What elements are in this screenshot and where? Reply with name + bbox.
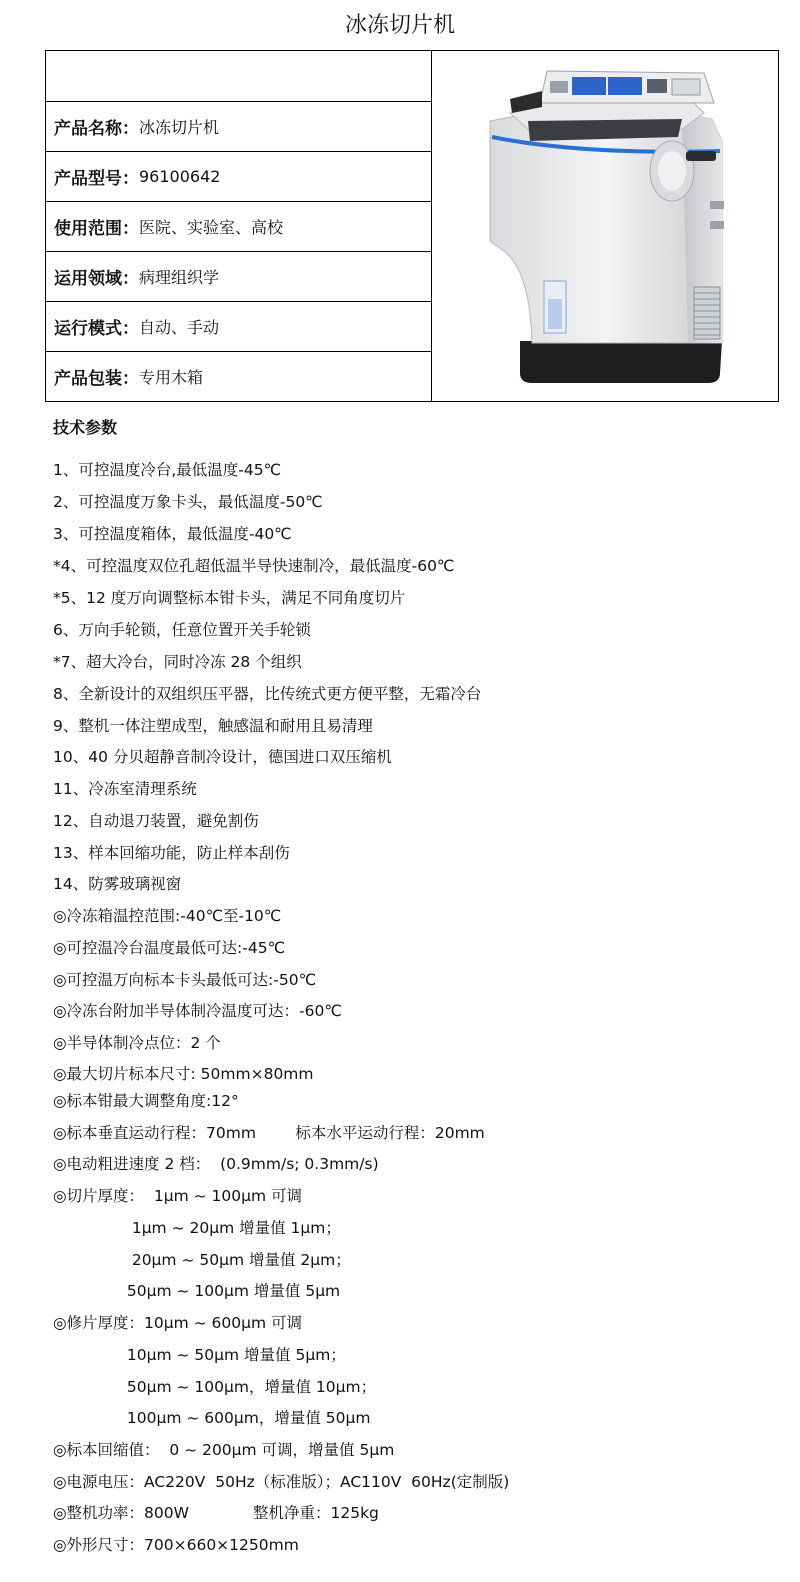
table-row bbox=[46, 251, 431, 301]
row-key: 使用范围： bbox=[54, 219, 139, 239]
spec-line: ◎可控温冷台温度最低可达:-45℃ bbox=[53, 939, 285, 957]
spec-line: ◎冷冻台附加半导体制冷温度可达：-60℃ bbox=[53, 1002, 342, 1020]
row-value: 自动、手动 bbox=[139, 318, 220, 337]
table-row bbox=[46, 201, 431, 251]
spec-line: ◎冷冻箱温控范围:-40℃至-10℃ bbox=[53, 907, 282, 925]
product-info-table bbox=[45, 50, 779, 402]
spec-line: ◎半导体制冷点位：2 个 bbox=[53, 1034, 221, 1052]
row-value: 病理组织学 bbox=[139, 268, 220, 287]
spec-line: 13、样本回缩功能，防止样本刮伤 bbox=[53, 844, 290, 862]
cryostat-illustration bbox=[432, 51, 778, 401]
table-row bbox=[46, 51, 431, 101]
spec-line: ◎标本垂直运动行程：70mm 标本水平运动行程：20mm bbox=[53, 1124, 485, 1142]
spec-line: 12、自动退刀装置，避免割伤 bbox=[53, 812, 259, 830]
spec-line: 6、万向手轮锁，任意位置开关手轮锁 bbox=[53, 621, 311, 639]
spec-line: *4、可控温度双位孔超低温半导快速制冷，最低温度-60℃ bbox=[53, 557, 455, 575]
spec-line: 3、可控温度箱体，最低温度-40℃ bbox=[53, 525, 292, 543]
spec-line: 8、全新设计的双组织压平器，比传统式更方便平整，无霜冷台 bbox=[53, 685, 482, 703]
row-key: 产品名称： bbox=[54, 119, 139, 139]
spec-line: 1μm ~ 20μm 增量值 1μm； bbox=[53, 1219, 341, 1237]
spec-line: ◎外形尺寸：700×660×1250mm bbox=[53, 1536, 299, 1554]
table-row bbox=[46, 151, 431, 201]
spec-line: 2、可控温度万象卡头，最低温度-50℃ bbox=[53, 493, 323, 511]
spec-line: ◎最大切片标本尺寸: 50mm×80mm bbox=[53, 1065, 314, 1083]
row-key: 产品型号： bbox=[54, 169, 139, 189]
spec-line: *7、超大冷台，同时冷冻 28 个组织 bbox=[53, 653, 302, 671]
table-row bbox=[46, 101, 431, 151]
product-photo bbox=[432, 51, 778, 401]
row-value: 96100642 bbox=[139, 167, 221, 186]
spec-line: ◎修片厚度：10μm ~ 600μm 可调 bbox=[53, 1314, 303, 1332]
row-value: 医院、实验室、高校 bbox=[139, 218, 284, 237]
row-key: 产品包装： bbox=[54, 369, 139, 389]
spec-line: *5、12 度万向调整标本钳卡头，满足不同角度切片 bbox=[53, 589, 406, 607]
row-value: 专用木箱 bbox=[139, 368, 204, 387]
spec-line: 100μm ~ 600μm，增量值 50μm bbox=[53, 1409, 371, 1427]
table-row bbox=[46, 301, 431, 351]
spec-line: 11、冷冻室清理系统 bbox=[53, 780, 197, 798]
spec-line: 9、整机一体注塑成型，触感温和耐用且易清理 bbox=[53, 717, 373, 735]
spec-line: 14、防雾玻璃视窗 bbox=[53, 875, 182, 893]
row-key: 运行模式： bbox=[54, 319, 139, 339]
spec-line: 50μm ~ 100μm 增量值 5μm bbox=[53, 1282, 341, 1300]
spec-line: 50μm ~ 100μm，增量值 10μm； bbox=[53, 1378, 377, 1396]
spec-line: 10、40 分贝超静音制冷设计，德国进口双压缩机 bbox=[53, 748, 392, 766]
spec-line: ◎电源电压：AC220V 50Hz（标准版）；AC110V 60Hz(定制版) bbox=[53, 1473, 510, 1491]
spec-line: ◎标本钳最大调整角度:12° bbox=[53, 1092, 239, 1110]
spec-line: ◎可控温万向标本卡头最低可达:-50℃ bbox=[53, 971, 316, 989]
spec-line: 10μm ~ 50μm 增量值 5μm； bbox=[53, 1346, 346, 1364]
table-row bbox=[46, 351, 431, 401]
spec-line: ◎整机功率：800W 整机净重：125kg bbox=[53, 1504, 379, 1522]
spec-line: ◎切片厚度： 1μm ~ 100μm 可调 bbox=[53, 1187, 303, 1205]
spec-line: 1、可控温度冷台,最低温度-45℃ bbox=[53, 461, 282, 479]
info-column bbox=[46, 51, 432, 401]
spec-line: 20μm ~ 50μm 增量值 2μm； bbox=[53, 1251, 351, 1269]
page-title: 冰冻切片机 bbox=[344, 13, 455, 38]
row-key: 运用领域： bbox=[54, 269, 139, 289]
spec-line: ◎标本回缩值： 0 ~ 200μm 可调，增量值 5μm bbox=[53, 1441, 395, 1459]
section-title: 技术参数 bbox=[53, 418, 118, 437]
row-value: 冰冻切片机 bbox=[139, 118, 220, 137]
spec-line: ◎电动粗进速度 2 档： (0.9mm/s; 0.3mm/s) bbox=[53, 1155, 379, 1173]
